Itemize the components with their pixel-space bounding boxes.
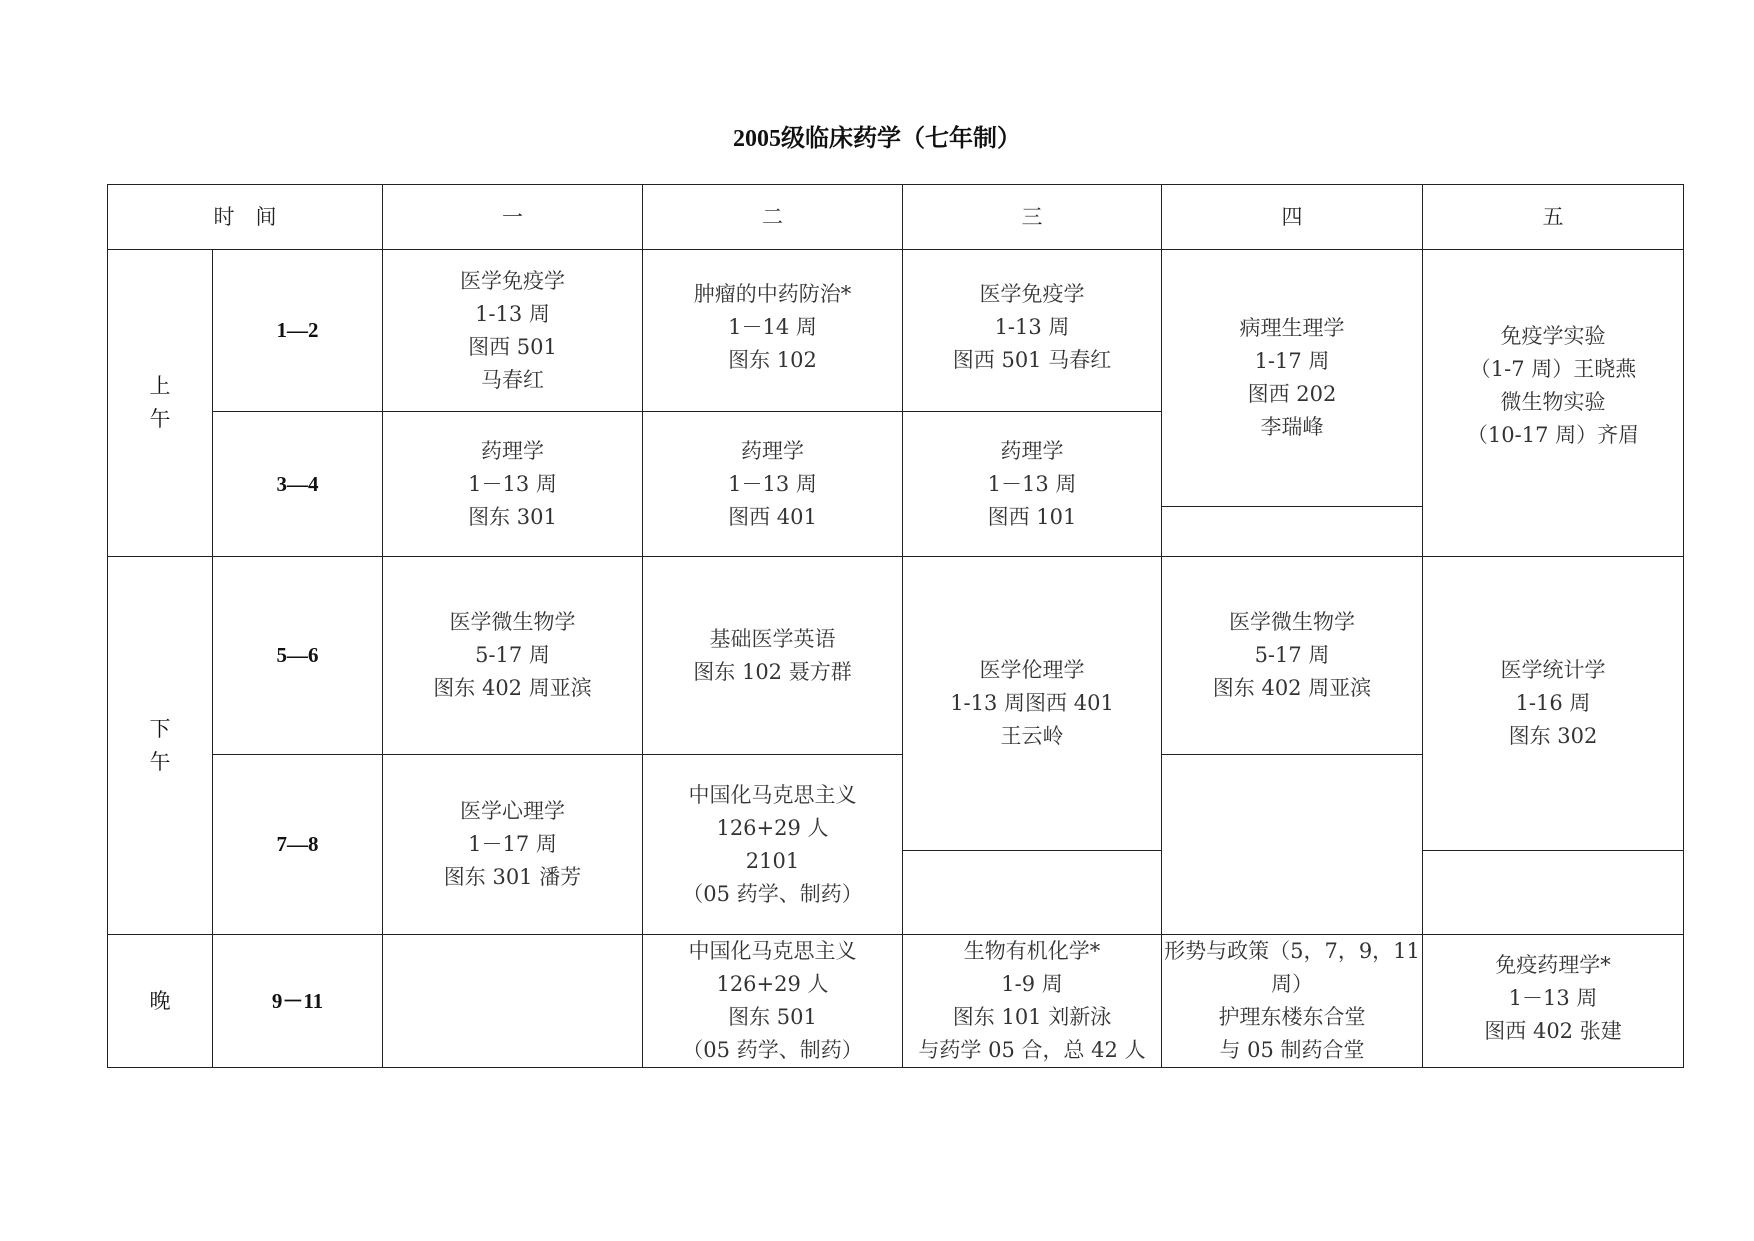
course-line: 1－13 周 [728, 471, 817, 496]
course-line: 医学免疫学 [979, 282, 1085, 306]
course-line: 与 05 制药合堂 [1219, 1038, 1365, 1062]
empty-cell [1423, 851, 1684, 935]
course-cell [383, 250, 643, 412]
course-line: 2101 [745, 848, 800, 873]
course-cell [383, 412, 643, 557]
course-line: 1－13 周 [987, 471, 1077, 496]
session-afternoon: 下 午 [108, 557, 213, 935]
session-morning: 上 午 [108, 250, 213, 557]
course-line: 图东 102 聂方群 [693, 659, 852, 684]
course-line: 图东 501 [728, 1005, 817, 1029]
course-line: 微生物实验 [1500, 390, 1606, 414]
course-line: 形势与政策（5，7，9，11 [1164, 939, 1420, 963]
course-cell [1162, 935, 1423, 1068]
course-cell [1162, 557, 1423, 755]
course-line: 周） [1271, 972, 1313, 996]
course-cell [903, 250, 1162, 412]
course-info [903, 278, 1161, 377]
course-line: 126+29 人 [716, 972, 829, 996]
course-line: 李瑞峰 [1260, 415, 1324, 439]
course-line: 免疫药理学* [1495, 953, 1611, 977]
course-line: 126+29 人 [716, 815, 829, 840]
header-thursday: 四 [1162, 185, 1423, 250]
course-line: 图东 102 [728, 348, 817, 372]
course-info [383, 795, 642, 894]
course-info [1423, 320, 1683, 452]
course-line: 基础医学英语 [709, 626, 836, 651]
course-line: 图西 402 张建 [1484, 1019, 1622, 1043]
header-monday: 一 [383, 185, 643, 250]
course-cell [1162, 250, 1423, 507]
course-line: 图西 401 [728, 504, 817, 529]
course-cell [1423, 935, 1684, 1068]
course-line: 护理东楼东合堂 [1218, 1005, 1366, 1029]
course-line: 图西 501 [468, 334, 557, 359]
course-line: 医学心理学 [460, 799, 565, 823]
course-line: 图西 501 马春红 [952, 348, 1112, 372]
header-tuesday: 二 [643, 185, 903, 250]
course-info [903, 654, 1161, 753]
course-line: 1－17 周 [468, 832, 557, 856]
empty-cell [1162, 507, 1423, 557]
empty-cell [903, 851, 1162, 935]
course-info [383, 265, 642, 397]
course-line: 1-13 周 [475, 301, 550, 326]
course-line: 医学免疫学 [460, 268, 565, 293]
course-line: 医学微生物学 [449, 610, 576, 634]
course-line: 图东 301 [468, 504, 557, 529]
period-1-2: 1—2 [213, 250, 383, 412]
course-line: 1-17 周 [1254, 349, 1330, 373]
course-line: 图西 202 [1247, 382, 1337, 406]
header-friday: 五 [1423, 185, 1684, 250]
course-line: 与药学 05 合，总 42 人 [918, 1038, 1146, 1062]
course-line: 1-13 周图西 401 [950, 691, 1114, 715]
course-line: （05 药学、制药） [682, 1038, 863, 1062]
course-cell [383, 755, 643, 935]
course-info [1162, 312, 1422, 444]
course-info [643, 278, 902, 377]
course-line: 1-13 周 [994, 315, 1070, 339]
course-info [903, 435, 1161, 534]
course-line: 中国化马克思主义 [688, 939, 857, 963]
course-line: 1－13 周 [1508, 986, 1598, 1010]
period-7-8: 7—8 [213, 755, 383, 935]
course-cell [643, 412, 903, 557]
course-cell [643, 557, 903, 755]
course-line: 药理学 [741, 438, 804, 463]
course-line: 图西 101 [987, 504, 1077, 529]
session-evening: 晚 [108, 935, 213, 1068]
course-line: 图东 402 周亚滨 [1212, 676, 1372, 700]
header-row [108, 185, 1684, 250]
course-cell [643, 935, 903, 1068]
course-info [903, 935, 1161, 1067]
course-cell [643, 250, 903, 412]
course-line: 肿瘤的中药防治* [693, 282, 852, 306]
course-line: 5-17 周 [1254, 643, 1330, 667]
course-line: 1-16 周 [1515, 691, 1591, 715]
course-line: 5-17 周 [475, 643, 550, 667]
course-info [1162, 935, 1422, 1067]
course-line: 图东 301 潘芳 [443, 865, 582, 889]
period-5-6: 5—6 [213, 557, 383, 755]
course-line: （05 药学、制药） [682, 881, 863, 906]
course-cell [383, 557, 643, 755]
course-line: 王云岭 [1000, 724, 1064, 748]
period-9-11: 9－11 [213, 935, 383, 1068]
course-line: （1-7 周）王晓燕 [1469, 357, 1637, 381]
course-line: 中国化马克思主义 [688, 782, 857, 807]
course-line: 免疫学实验 [1500, 324, 1606, 348]
course-info [643, 623, 902, 689]
course-line: （10-17 周）齐眉 [1466, 423, 1640, 447]
course-info [643, 935, 902, 1067]
course-cell [1423, 250, 1684, 557]
course-cell [903, 412, 1162, 557]
schedule-table [107, 184, 1684, 1068]
course-line: 药理学 [1000, 438, 1064, 463]
course-line: 图东 402 周亚滨 [433, 676, 592, 700]
course-line: 马春红 [481, 367, 544, 392]
course-line: 图东 302 [1508, 724, 1598, 748]
course-info [383, 435, 642, 534]
course-info [1423, 949, 1683, 1048]
course-cell [643, 755, 903, 935]
period-3-4: 3—4 [213, 412, 383, 557]
course-cell [1423, 557, 1684, 851]
course-line: 医学微生物学 [1229, 610, 1355, 634]
course-line: 病理生理学 [1239, 316, 1345, 340]
course-line: 1-9 周 [1001, 972, 1063, 996]
course-info [1423, 654, 1683, 753]
course-info [383, 606, 642, 705]
course-line: 药理学 [481, 438, 544, 463]
course-info [643, 779, 902, 911]
course-info [1162, 606, 1422, 705]
page-title: 2005级临床药学（七年制） [733, 126, 1021, 152]
empty-cell [383, 935, 643, 1068]
course-line: 医学伦理学 [979, 658, 1085, 682]
course-line: 1－14 周 [728, 315, 817, 339]
empty-cell [1162, 755, 1423, 935]
course-line: 图东 101 刘新泳 [952, 1005, 1112, 1029]
header-wednesday: 三 [903, 185, 1162, 250]
course-line: 生物有机化学* [963, 939, 1101, 963]
course-line: 医学统计学 [1500, 658, 1606, 682]
course-cell [903, 557, 1162, 851]
course-info [643, 435, 902, 534]
header-time: 时 间 [108, 185, 383, 250]
course-line: 1－13 周 [468, 471, 557, 496]
course-cell [903, 935, 1162, 1068]
